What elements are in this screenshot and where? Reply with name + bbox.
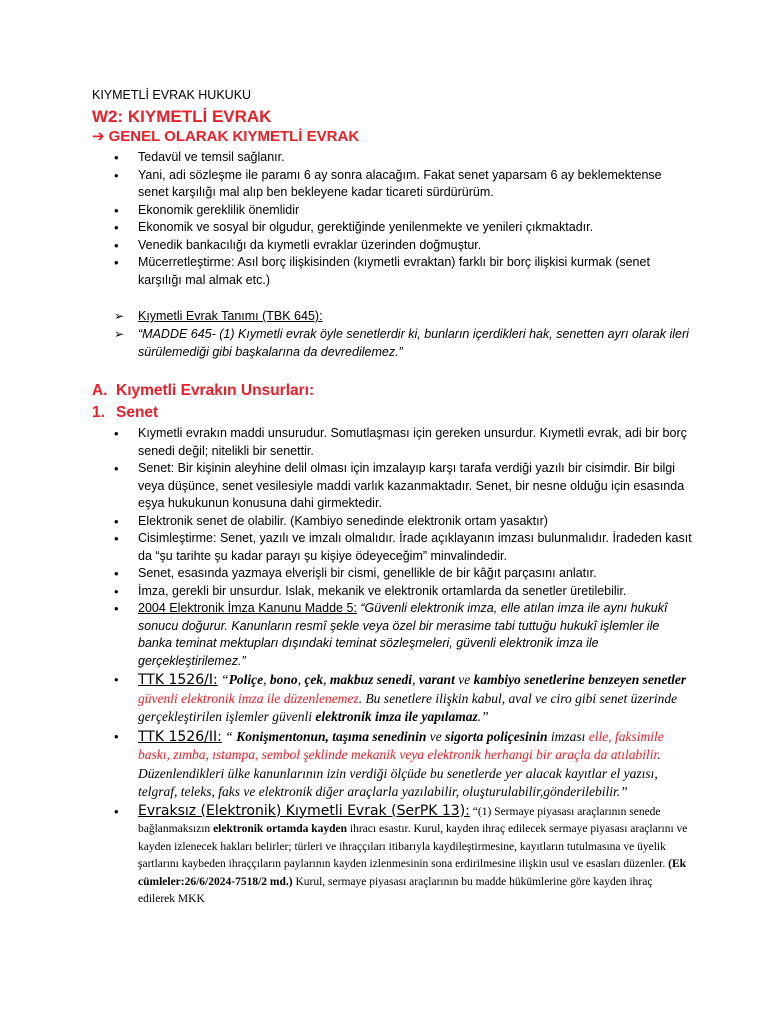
document-page <box>92 87 692 908</box>
list-item: • Ekonomik ve sosyal bir olgudur, gerektiğinde yenilenmekte ve yenileri çıkmaktadır. <box>92 219 692 237</box>
definition-title-item <box>92 307 692 325</box>
text-run: elektronik imza ile yapılamaz <box>315 709 478 724</box>
section-heading-text: GENEL OLARAK KIYMETLİ EVRAK <box>108 128 360 145</box>
heading-1-text: Senet <box>116 404 159 421</box>
serpk-item <box>92 803 692 908</box>
list-item: • Elektronik senet de olabilir. (Kambiyo senedinde elektronik ortam yasaktır) <box>92 513 692 531</box>
list-item: • Yani, adi sözleşme ile paramı 6 ay sonra alacağım. Fakat senet yaparsam 6 ay beklemektense senet karşılığı mal alıp ben bekleyene kadar ticareti sürdürürüm. <box>92 167 692 202</box>
list-item: • Mücerretleştirme: Asıl borç ilişkisinden (kıymetli evraktan) farklı bir borç ilişkisi kurmak (senet karşılığı mal almak etc.) <box>92 254 692 289</box>
heading-a-number: A. <box>92 382 108 399</box>
law-2004-item <box>92 600 692 670</box>
ttk-1526-2-title: TTK 1526/II: <box>138 728 222 745</box>
text-run: Poliçe <box>228 672 264 687</box>
heading-1-number: 1. <box>92 404 105 421</box>
list-item: • Senet, esasında yazmaya elverişli bir cismi, genellikle de bir kâğıt parçasını anlatır. <box>92 565 692 583</box>
senet-bullet-list <box>92 425 692 908</box>
ttk-1526-2-item <box>92 728 692 802</box>
text-run: Konişmentonun, taşıma senedinin <box>236 728 427 744</box>
ttk-1526-1-item <box>92 671 692 727</box>
serpk-text <box>138 806 687 906</box>
text-run: ve <box>426 728 446 744</box>
arrowhead-icon: ➢ <box>114 327 125 341</box>
text-run: “ <box>225 728 237 744</box>
text-run: kambiyo senetlerine benzeyen senetler <box>473 672 687 687</box>
text-run: elle, faksimile baskı, zımba, ıstampa, sembol şeklinde mekanik veya elektronik herhangi bir araçla da atılabilir <box>138 728 664 762</box>
list-item: • Senet: Bir kişinin aleyhine delil olması için imzalayıp karşı tarafa verdiği yazılı bir cisimdir. Bir bilgi veya düşünce, senet vesilesiyle maddi varlık kazanmaktadır. Senet, bir nesne olduğu için esasında eşya hukukunun konusuna dahi girmektedir. <box>92 460 692 513</box>
heading-1 <box>92 403 692 423</box>
text-run: .” <box>477 709 489 724</box>
text-run: çek <box>304 672 324 687</box>
text-run: makbuz senedi <box>329 672 413 687</box>
definition-quote: “MADDE 645- (1) Kıymetli evrak öyle senetlerdir ki, bunların içerdikleri hak, senetten ayrı olarak ileri sürülemediği gibi başkalarına da devredilemez.” <box>138 327 689 359</box>
text-run: “(1) Sermaye piyasası araçlarının senede bağlanmaksızın <box>138 805 661 835</box>
heading-a-text: Kıymetli Evrakın Unsurları: <box>116 382 315 399</box>
list-item: • Cisimleştirme: Senet, yazılı ve imzalı olmalıdır. İrade açıklayanın imzası bulunmalıdır. İradeden kasıt da “şu tarihte şu kadar parayı şu kişiye ödeyeceğim” minvalindedir. <box>92 530 692 565</box>
text-run: sigorta poliçesinin <box>445 728 548 744</box>
text-run: ve <box>454 672 474 687</box>
text-run: Kurul, sermaye piyasası araçlarının bu madde hükümlerine göre kayden ihraç edilerek MKK <box>138 875 653 905</box>
definition-title: Kıymetli Evrak Tanımı (TBK 645): <box>138 309 323 323</box>
text-run: (Ek cümleler:26/6/2024-7518/2 md.) <box>138 858 687 888</box>
ttk-1526-1-title: TTK 1526/I: <box>138 672 218 688</box>
heading-a <box>92 381 692 401</box>
text-run: . Düzenlendikleri ülke kanunlarının izin verdiği ölçüde bu senetlerde yer alacak kayıtlar el yazısı, telgraf, teleks, faks ve elektronik diğer araçlarla yazılabilir, oluşturulabilir,gönderilebilir.” <box>138 747 661 799</box>
serpk-title: Evraksız (Elektronik) Kıymetli Evrak (SerPK 13): <box>138 802 470 819</box>
list-item: • Ekonomik gereklilik önemlidir <box>92 202 692 220</box>
general-bullet-list <box>92 149 692 289</box>
text-run: , <box>263 672 270 687</box>
text-run: bono <box>269 672 298 687</box>
week-title: W2: KIYMETLİ EVRAK <box>92 107 272 126</box>
text-run: , <box>297 672 305 687</box>
definition-list <box>92 307 692 361</box>
text-run: ihracı esastır. Kurul, kayden ihraç edilecek sermaye piyasası araçlarını ve kayden izlenecek hakları belirler; türleri ve ihraççıları itibarıyla kaydileştirmesine, kayıtların tutulmasına ve üyelik şartlarını kaybeden ihraççıların paylarının kayden izlenmesinin sona erdirilmesine ilişkin usul ve esasları düzenler. <box>138 823 688 870</box>
text-run: elektronik ortamda kayden <box>213 823 348 835</box>
list-item: • Tedavül ve temsil sağlanır. <box>92 149 692 167</box>
text-run: “ <box>221 672 229 687</box>
list-item: • İmza, gerekli bir unsurdur. Islak, mekanik ve elektronik ortamlarda da senetler üretilebilir. <box>92 583 692 601</box>
arrowhead-icon: ➢ <box>114 309 125 323</box>
definition-quote-item <box>92 325 692 361</box>
course-title: KIYMETLİ EVRAK HUKUKU <box>92 88 252 102</box>
text-run: varant <box>418 672 455 687</box>
list-item: • Venedik bankacılığı da kıymetli evraklar üzerinden doğmuştur. <box>92 237 692 255</box>
text-run: güvenli elektronik imza ile düzenlenemez <box>138 690 359 706</box>
law-2004-title: 2004 Elektronik İmza Kanunu Madde 5: <box>138 601 357 615</box>
text-run: , <box>323 672 330 687</box>
text-run: , <box>412 672 419 687</box>
ttk-1526-1-text <box>138 672 686 724</box>
list-item: • Kıymetli evrakın maddi unsurudur. Somutlaşması için gereken unsurdur. Kıymetli evrak, adi bir borç senedi değil; nitelikli bir senettir. <box>92 425 692 460</box>
law-2004-quote: “Güvenli elektronik imza, elle atılan imza ile aynı hukukî sonucu doğurur. Kanunların resmî şekle veya özel bir merasime tabi tuttuğu hukukî işlemler ile banka teminat mektupları dışındaki teminat sözleşmeleri, güvenli elektronik imza ile gerçekleştirilemez.” <box>138 601 668 668</box>
section-heading <box>92 127 692 147</box>
text-run: imzası <box>547 728 589 744</box>
text-run: . Bu senetlere ilişkin kabul, aval ve ciro gibi senet üzerinde gerçekleştirilen işlemler güvenli <box>138 690 678 724</box>
right-arrow-icon: ➔ <box>92 128 105 145</box>
